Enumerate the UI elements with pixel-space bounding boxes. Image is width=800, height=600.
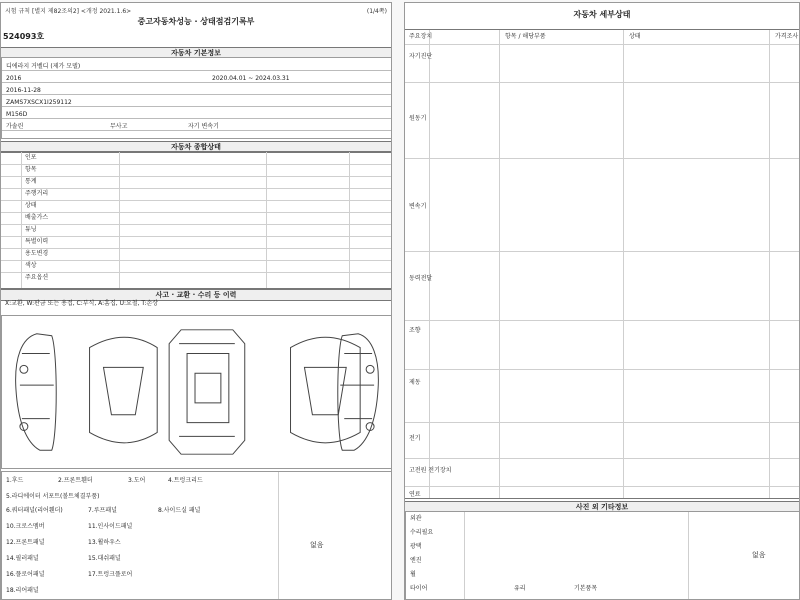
left-bottom-item-10: 11.인사이드패널	[88, 523, 133, 530]
left-page	[0, 2, 392, 600]
basic-field-engine: M156D	[6, 111, 28, 118]
right-bottom-title: 사진 외 기타정보	[405, 501, 799, 513]
left-bottom-item-1: 1.후드	[6, 477, 24, 484]
right-bottom-item-5: 휠	[410, 571, 416, 578]
main-status-row-line-3	[1, 188, 391, 189]
basic-field-model: 디에라지 거벨디 (제가 모델)	[6, 63, 81, 70]
left-bottom-item-8: 8.사이드실 패널	[158, 507, 201, 514]
right-bottom-item-4: 엔진	[410, 557, 422, 564]
basic-field-first-registration: 2016-11-28	[6, 87, 41, 94]
main-status-label-1: 인포	[25, 154, 37, 161]
detail-line-6	[405, 369, 799, 370]
left-bottom-item-6: 6.쿼터패널(리어휀더)	[6, 507, 63, 514]
left-bottom-checklist	[1, 471, 392, 600]
left-bottom-item-17: 18.리어패널	[6, 587, 39, 594]
main-status-row-line-9	[1, 260, 391, 261]
right-bottom-split-1	[464, 512, 465, 600]
basic-info-section: 자동차 기본정보	[1, 47, 391, 59]
detail-status-table	[405, 29, 799, 499]
left-document-title: 중고자동차성능 · 상태점검기록부	[137, 17, 255, 26]
main-status-section: 자동차 종합상태	[1, 141, 391, 153]
main-status-label-7: 튜닝	[25, 226, 37, 233]
detail-col-2	[499, 30, 500, 498]
right-document-title: 자동차 세부상태	[573, 10, 631, 19]
detail-col-1	[429, 30, 430, 498]
left-bottom-item-3: 3.도어	[128, 477, 146, 484]
basic-line-6	[2, 130, 392, 131]
detail-section-1: 자기진단	[409, 53, 433, 60]
left-bottom-item-9: 10.크로스멤버	[6, 523, 45, 530]
detail-section-5: 조향	[409, 327, 421, 334]
main-status-col-3	[266, 152, 267, 288]
detail-section-3: 변속기	[409, 203, 427, 210]
detail-section-9: 연료	[409, 491, 421, 498]
main-status-row-line-2	[1, 176, 391, 177]
left-bottom-right-text: 없음	[310, 541, 324, 549]
detail-line-7	[405, 422, 799, 423]
basic-line-4	[2, 106, 392, 107]
detail-line-5	[405, 320, 799, 321]
basic-info-box	[1, 57, 392, 139]
main-status-label-6: 배출가스	[25, 214, 49, 221]
detail-header-5: 가격조사	[775, 33, 799, 40]
left-bottom-item-16: 17.트렁크플로어	[88, 571, 133, 578]
left-bottom-item-14: 15.대쉬패널	[88, 555, 121, 562]
damage-section: 사고 · 교환 · 수리 등 이력	[1, 289, 391, 301]
basic-field-fuel: 가솔린	[6, 123, 24, 130]
basic-line-2	[2, 82, 392, 83]
detail-line-8	[405, 458, 799, 459]
main-status-row-line-5	[1, 212, 391, 213]
detail-line-1	[405, 44, 799, 45]
left-bottom-item-7: 7.루프패널	[88, 507, 117, 514]
damage-legend: X:교환, W:판금 또는 용접, C:부식, A:흠집, U:요철, T:손상	[5, 300, 159, 307]
basic-field-period: 2020.04.01 ~ 2024.03.31	[212, 75, 290, 82]
detail-line-9	[405, 486, 799, 487]
left-bottom-split	[278, 472, 279, 600]
detail-header-1: 주요장치	[409, 33, 433, 40]
basic-field-history: 무사고	[110, 123, 128, 130]
detail-section-2: 원동기	[409, 115, 427, 122]
detail-line-4	[405, 251, 799, 252]
main-status-col-1	[21, 152, 22, 288]
basic-line-5	[2, 118, 392, 119]
right-bottom-item-1: 외관	[410, 515, 422, 522]
right-bottom-item-8: 기본품목	[574, 585, 598, 592]
left-bottom-item-2: 2.프론트휀더	[58, 477, 93, 484]
right-bottom-item-6: 타이어	[410, 585, 428, 592]
main-status-col-4	[349, 152, 350, 288]
left-page-counter: (1/4쪽)	[366, 8, 387, 15]
detail-line-2	[405, 82, 799, 83]
main-status-row-line-1	[1, 164, 391, 165]
detail-col-4	[769, 30, 770, 498]
right-bottom-split-2	[688, 512, 689, 600]
left-bottom-item-15: 16.플로어패널	[6, 571, 45, 578]
main-status-col-2	[119, 152, 120, 288]
left-bottom-item-4: 4.트렁크리드	[168, 477, 203, 484]
vehicle-diagram	[1, 315, 392, 469]
right-bottom-checklist	[405, 511, 800, 600]
main-status-label-9: 용도변경	[25, 250, 49, 257]
main-status-label-4: 주행거리	[25, 190, 49, 197]
detail-section-7: 전기	[409, 435, 421, 442]
basic-field-vin: ZAMS7XSCX1I259112	[6, 99, 72, 106]
right-bottom-right-text: 없음	[752, 551, 766, 559]
right-page	[404, 2, 800, 600]
main-status-row-line-7	[1, 236, 391, 237]
main-status-label-10: 색상	[25, 262, 37, 269]
right-bottom-item-7: 유리	[514, 585, 526, 592]
main-status-row-line-8	[1, 248, 391, 249]
basic-field-year: 2016	[6, 75, 22, 82]
main-status-label-2: 항목	[25, 166, 37, 173]
detail-header-3: 상태	[629, 33, 641, 40]
detail-section-8: 고전원 전기장치	[409, 467, 452, 474]
left-document-number: 524093호	[3, 32, 45, 41]
main-status-row-line-4	[1, 200, 391, 201]
left-bottom-item-13: 14.필러패널	[6, 555, 39, 562]
right-bottom-item-3: 광택	[410, 543, 422, 550]
left-top-line	[5, 6, 387, 14]
right-bottom-item-2: 수리필요	[410, 529, 434, 536]
main-status-row-line-10	[1, 272, 391, 273]
left-bottom-item-11: 12.프론트패널	[6, 539, 45, 546]
main-status-label-3: 통계	[25, 178, 37, 185]
basic-field-transmission: 자기 변속기	[188, 123, 219, 130]
basic-line-1	[2, 70, 392, 71]
detail-section-6: 제동	[409, 379, 421, 386]
main-status-label-5: 상태	[25, 202, 37, 209]
main-status-row-line-6	[1, 224, 391, 225]
left-form-header: 시험 규칙 [별지 제82조의2] <개정 2021.1.6>	[5, 8, 132, 15]
basic-line-3	[2, 94, 392, 95]
detail-section-4: 동력전달	[409, 275, 433, 282]
main-status-label-8: 특별이력	[25, 238, 49, 245]
detail-header-2: 항목 / 해당부품	[505, 33, 546, 40]
detail-line-3	[405, 158, 799, 159]
car-diagram-icon	[2, 316, 392, 468]
detail-col-3	[623, 30, 624, 498]
left-bottom-item-12: 13.휠하우스	[88, 539, 121, 546]
main-status-label-11: 주요옵션	[25, 274, 49, 281]
left-bottom-item-5: 5.라디에이터 서포트(볼트체결부품)	[6, 493, 100, 500]
main-status-table	[1, 151, 391, 289]
